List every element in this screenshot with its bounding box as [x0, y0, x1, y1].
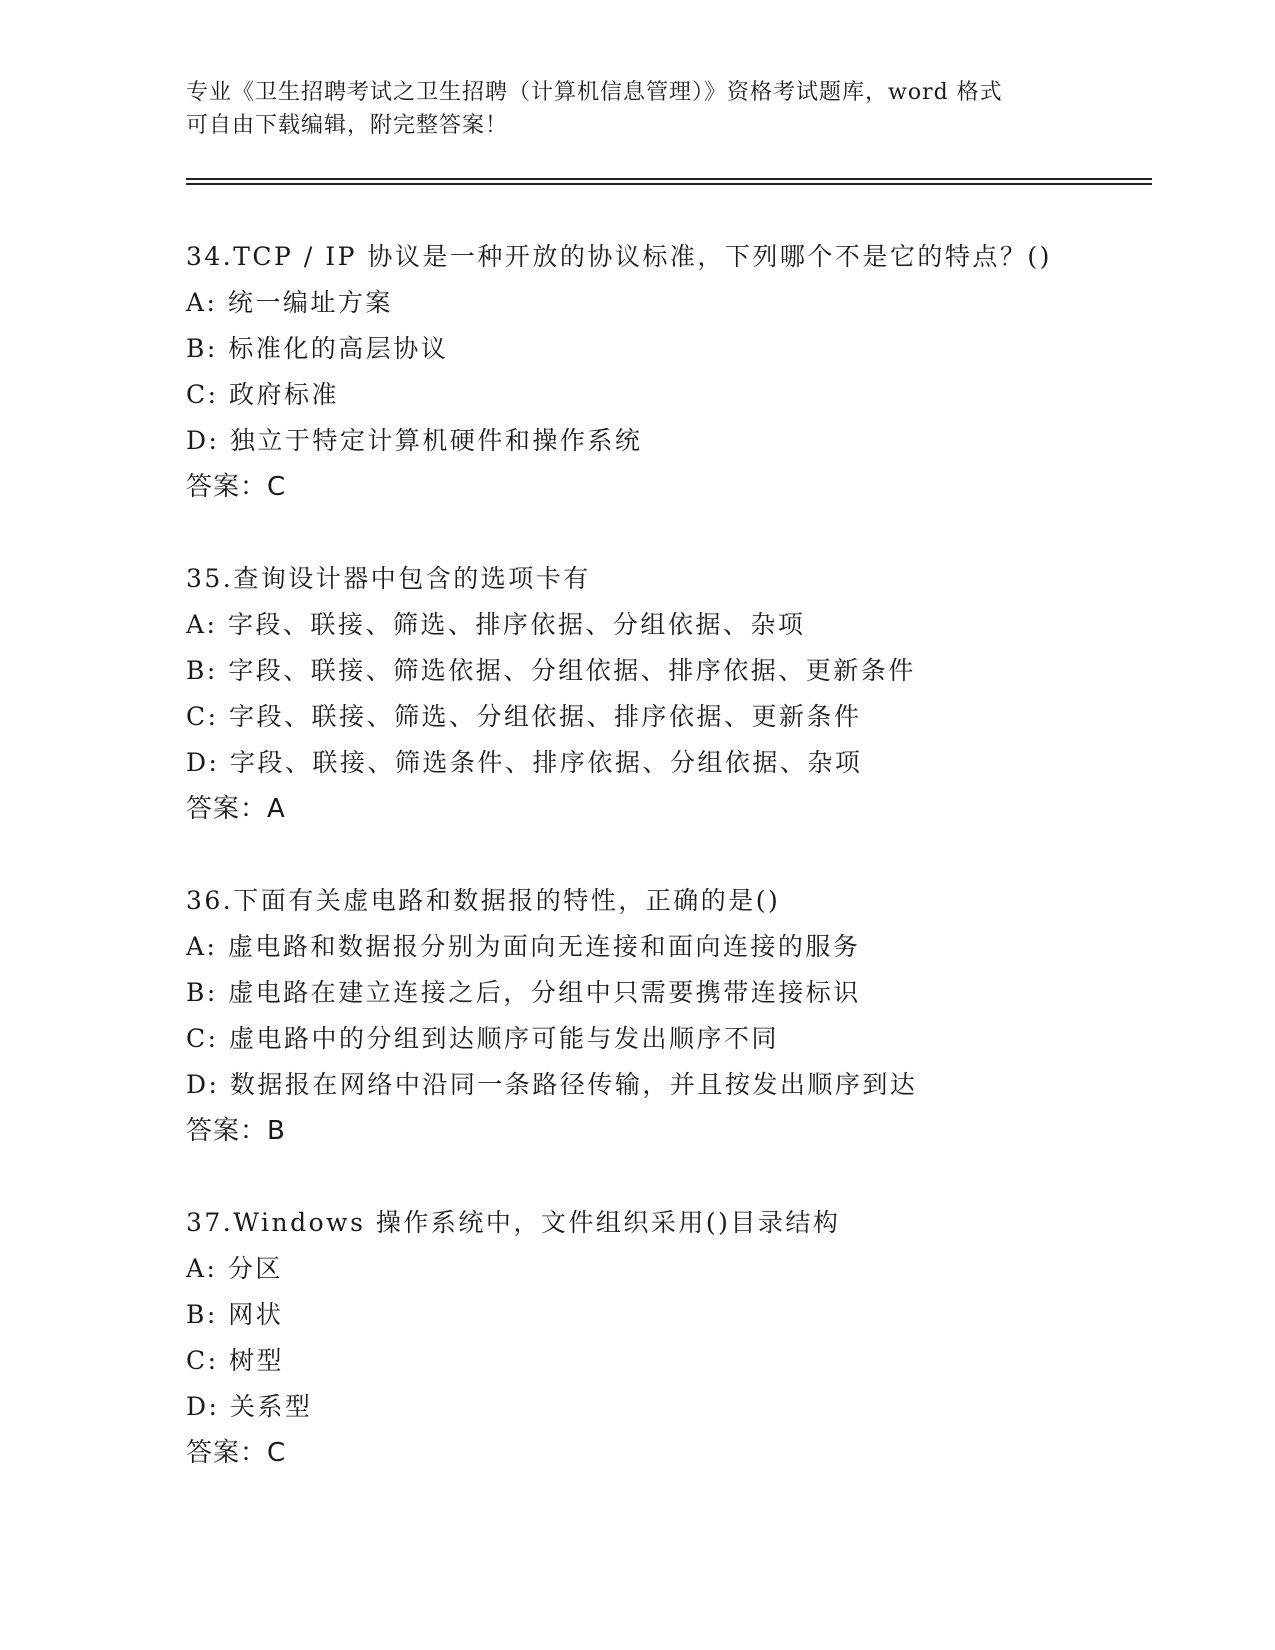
option-d: D: 字段、联接、筛选条件、排序依据、分组依据、杂项	[186, 748, 863, 777]
option-c: C: 字段、联接、筛选、分组依据、排序依据、更新条件	[186, 702, 862, 731]
answer: 答案：C	[186, 1438, 287, 1468]
question-stem: 34.TCP / IP 协议是一种开放的协议标准，下列哪个不是它的特点？()	[186, 242, 1052, 271]
option-b: B: 标准化的高层协议	[186, 334, 449, 363]
question-36	[186, 878, 1152, 1154]
option-b: B: 网状	[186, 1300, 284, 1329]
option-a: A: 分区	[186, 1254, 283, 1283]
option-c: C: 虚电路中的分组到达顺序可能与发出顺序不同	[186, 1024, 779, 1053]
option-c: C: 政府标准	[186, 380, 339, 409]
header-divider-top	[186, 178, 1152, 180]
header-divider-bottom	[186, 183, 1152, 185]
option-b: B: 虚电路在建立连接之后，分组中只需要携带连接标识	[186, 978, 861, 1007]
question-stem: 37.Windows 操作系统中，文件组织采用()目录结构	[186, 1208, 841, 1237]
option-c: C: 树型	[186, 1346, 284, 1375]
document-header	[186, 76, 1066, 142]
option-d: D: 关系型	[186, 1392, 313, 1421]
option-d: D: 独立于特定计算机硬件和操作系统	[186, 426, 643, 455]
answer: 答案：B	[186, 1116, 286, 1146]
option-a: A: 虚电路和数据报分别为面向无连接和面向连接的服务	[186, 932, 861, 961]
option-a: A: 统一编址方案	[186, 288, 393, 317]
answer: 答案：A	[186, 794, 286, 824]
option-d: D: 数据报在网络中沿同一条路径传输，并且按发出顺序到达	[186, 1070, 918, 1099]
question-stem: 35.查询设计器中包含的选项卡有	[186, 564, 591, 593]
option-a: A: 字段、联接、筛选、排序依据、分组依据、杂项	[186, 610, 806, 639]
question-35	[186, 556, 1152, 832]
option-b: B: 字段、联接、筛选依据、分组依据、排序依据、更新条件	[186, 656, 916, 685]
answer: 答案：C	[186, 472, 287, 502]
header-line-1: 专业《卫生招聘考试之卫生招聘（计算机信息管理）》资格考试题库，word 格式	[186, 80, 1003, 105]
question-stem: 36.下面有关虚电路和数据报的特性，正确的是()	[186, 886, 781, 915]
header-line-2: 可自由下载编辑，附完整答案！	[186, 113, 509, 138]
question-34	[186, 234, 1152, 510]
question-37	[186, 1200, 1152, 1476]
